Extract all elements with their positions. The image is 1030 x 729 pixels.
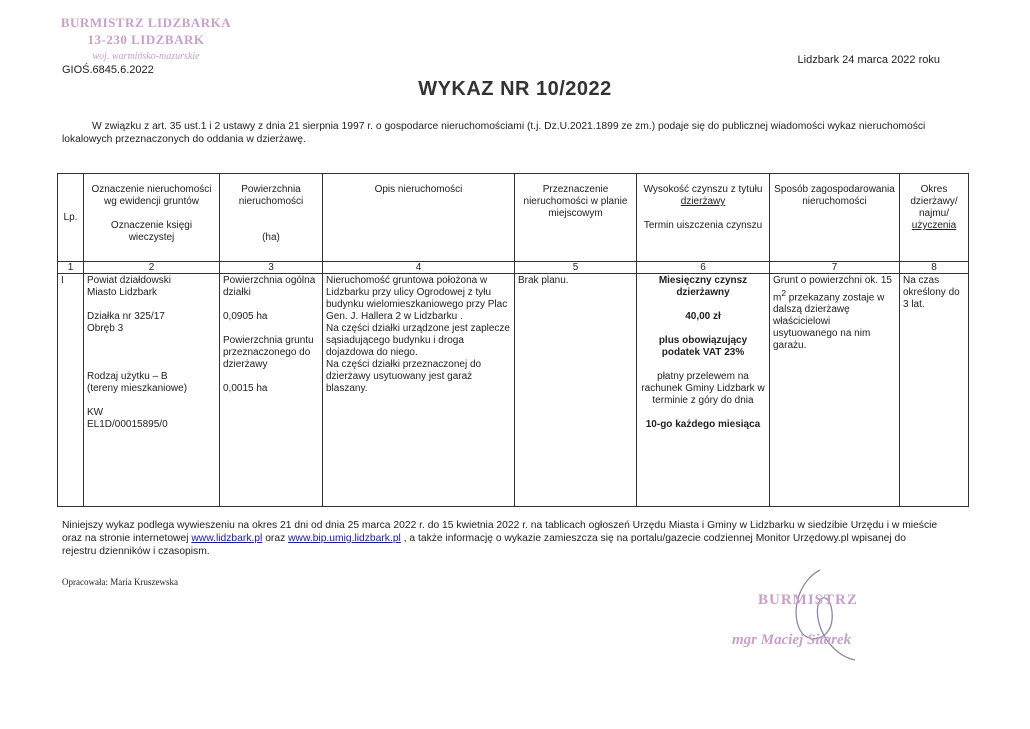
stamp-line-2: 13-230 LIDZBARK <box>87 32 205 47</box>
column-number: 1 <box>58 262 84 274</box>
handwritten-signature <box>760 560 880 670</box>
header-rent: Wysokość czynszu z tytułu dzierżawy Termin uiszczenia czynszu <box>637 174 770 262</box>
header-purpose: Przeznaczenie nieruchomości w planie miejscowym <box>515 174 637 262</box>
cell-land-designation: Powiat działdowski Miasto Lidzbark Działka nr 325/17 Obręb 3 Rodzaj użytku – B (tereny mieszkaniowe) KW EL1D/00015895/0 <box>84 274 220 507</box>
stamp-line-1: BURMISTRZ LIDZBARKA <box>60 15 232 30</box>
column-number: 7 <box>770 262 900 274</box>
column-number: 4 <box>323 262 515 274</box>
office-stamp <box>56 14 236 65</box>
column-number: 5 <box>515 262 637 274</box>
mayor-name: mgr Maciej Sitarek <box>732 632 852 648</box>
stamp-line-3: woj. warmińsko-mazurskie <box>92 51 200 62</box>
intro-text: W związku z art. 35 ust.1 i 2 ustawy z dnia 21 sierpnia 1997 r. o gospodarce nieruchomościami (t.j. Dz.U.2021.1899 ze zm.) podaje się do publicznej wiadomości wykaz nieruchomości lokalowych przeznaczonych do oddania w dzierżawę. <box>62 121 926 145</box>
cell-rent: Miesięczny czynsz dzierżawny 40,00 zł plus obowiązujący podatek VAT 23% płatny przelewem na rachunek Gminy Lidzbark w terminie z góry do dnia 10-go każdego miesiąca <box>637 274 770 507</box>
document-title: WYKAZ NR 10/2022 <box>418 78 612 100</box>
footer-text: Niniejszy wykaz podlega wywieszeniu na okres 21 dni od dnia 25 marca 2022 r. do 15 kwietnia 2022 r. na tablicach ogłoszeń Urzędu Miasta i Gminy w Lidzbarku w siedzibie Urzędu i w mieście oraz na stronie internetowej <box>62 520 938 544</box>
reference-number: GIOŚ.6845.6.2022 <box>62 64 154 76</box>
column-number: 8 <box>900 262 969 274</box>
cell-area: Powierzchnia ogólna działki 0,0905 ha Powierzchnia gruntu przeznaczonego do dzierżawy 0,0015 ha <box>220 274 323 507</box>
cell-purpose: Brak planu. <box>515 274 637 507</box>
cell-description: Nieruchomość gruntowa położona w Lidzbarku przy ulicy Ogrodowej z tyłu budynku wielomieszkaniowego przy Plac Gen. J. Hallera 2 w Lidzbarku . Na części działki urządzone jest zaplecze sąsiadującego budynku i droga dojazdowa do niego. Na części działki przeznaczonej do dzierżawy usytuowany jest garaż blaszany. <box>323 274 515 507</box>
header-area: Powierzchnia nieruchomości (ha) <box>220 174 323 262</box>
document-date: Lidzbark 24 marca 2022 roku <box>797 54 940 66</box>
prepared-by: Opracowała: Maria Kruszewska <box>62 577 178 587</box>
footer-paragraph <box>62 519 942 558</box>
header-land-designation: Oznaczenie nieruchomości wg ewidencji gruntów Oznaczenie księgi wieczystej <box>84 174 220 262</box>
footer-text: , a także informację o wykazie zamieszcza się na portalu/gazecie codziennej Monitor Urzędowy.pl wpisanej do rejestru dzienników i czasopism. <box>62 533 907 557</box>
footer-text: oraz <box>262 533 289 544</box>
column-number-row <box>58 262 969 274</box>
website-link[interactable]: www.lidzbark.pl <box>191 533 263 544</box>
column-number: 2 <box>84 262 220 274</box>
column-number: 3 <box>220 262 323 274</box>
header-usage: Sposób zagospodarowania nieruchomości <box>770 174 900 262</box>
cell-period: Na czas określony do 3 lat. <box>900 274 969 507</box>
column-number: 6 <box>637 262 770 274</box>
table-row <box>58 274 969 507</box>
cell-usage: Grunt o powierzchni ok. 15 $m^2$ przekazany zostaje w dalszą dzierżawę właścicielowi usytuowanego na nim garażu. <box>770 274 900 507</box>
header-lp: Lp. <box>58 174 84 262</box>
table-header-row <box>58 174 969 262</box>
header-period: Okres dzierżawy/ najmu/ użyczenia <box>900 174 969 262</box>
cell-lp: I <box>58 274 84 507</box>
header-description: Opis nieruchomości <box>323 174 515 262</box>
bip-link[interactable]: www.bip.umig.lidzbark.pl <box>288 533 401 544</box>
intro-paragraph <box>62 120 962 146</box>
property-table <box>57 173 969 507</box>
mayor-title: BURMISTRZ <box>758 592 858 608</box>
